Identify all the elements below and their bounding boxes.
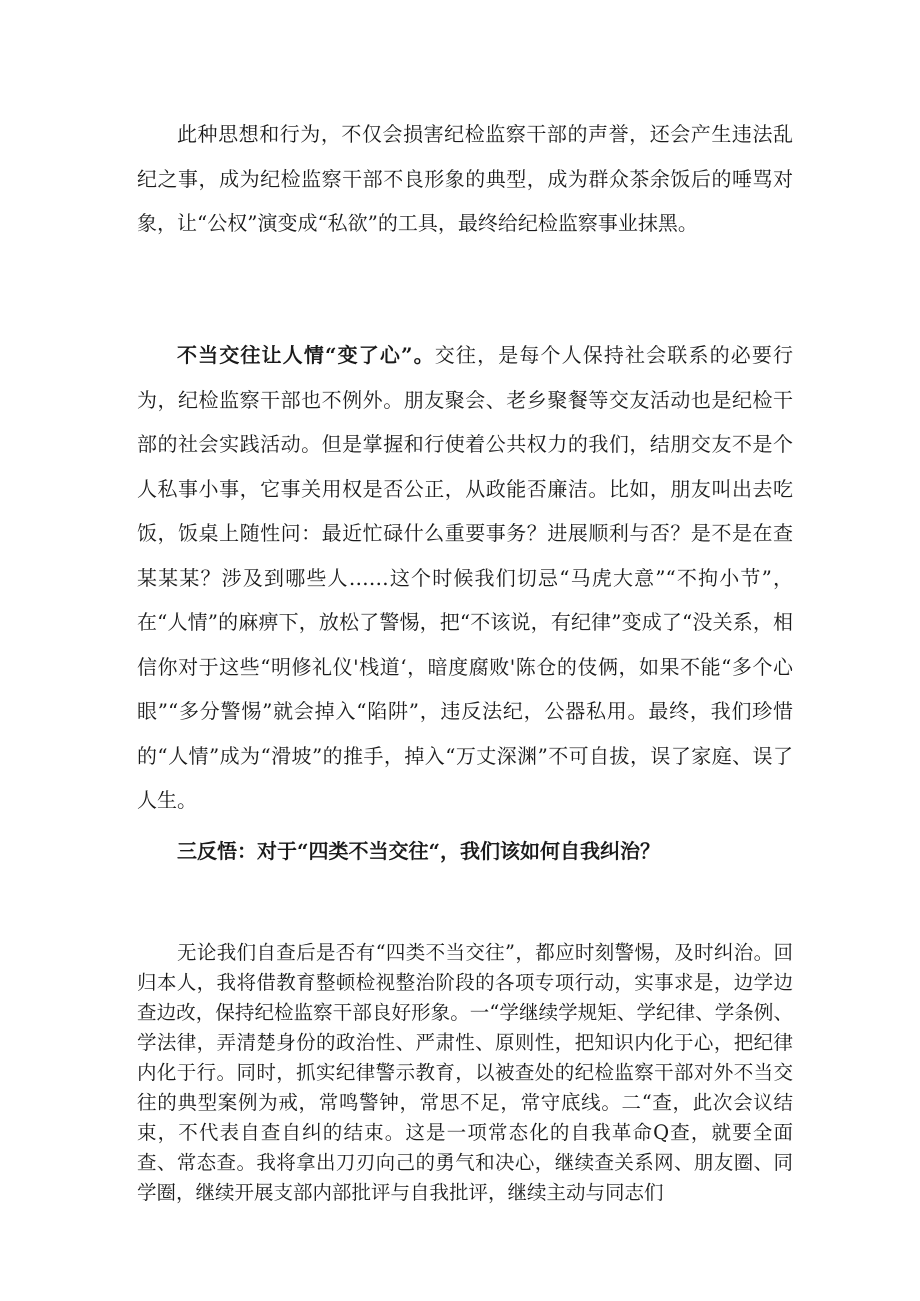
paragraph-2-lead: 不当交往让人情“变了心”。 [177,343,435,367]
paragraph-2 [137,333,793,823]
paragraph-1: 此种思想和行为，不仅会损害纪检监察干部的声誉，还会产生违法乱纪之事，成为纪检监察干部不良形象的典型，成为群众茶余饭后的唾骂对象，让“公权”演变成“私欲”的工具，最终给纪检监察事业抹黑。 [137,122,793,235]
paragraph-2-body: 交往，是每个人保持社会联系的必要行为，纪检监察干部也不例外。朋友聚会、老乡聚餐等交友活动也是纪检干部的社会实践活动。但是掌握和行使着公共权力的我们，结朋交友不是个人私事小事，它事关用权是否公正，从政能否廉洁。比如，朋友叫出去吃饭，饭桌上随性问：最近忙碌什么重要事务？进展顺利与否？是不是在查某某某？涉及到哪些人……这个时候我们切忌“马虎大意”“不拘小节”，在“人情”的麻痹下，放松了警惕，把“不该说，有纪律”变成了“没关系，相信你对于这些“明修礼仪'栈道‘，暗度腐败'陈仓的伎俩，如果不能“多个心眼”“多分警惕”就会掉入“陷阱”，违反法纪，公器私用。最终，我们珍惜的“人情”成为“滑坡”的推手，掉入“万丈深渊”不可自拔，误了家庭、误了人生。 [137,343,793,812]
section-heading-3: 三反悟：对于“四类不当交往“，我们该如何自我纠治？ [177,839,661,863]
paragraph-3: 无论我们自查后是否有“四类不当交往”，都应时刻警惕，及时纠治。回归本人，我将借教育整顿检视整治阶段的各项专项行动，实事求是，边学边查边改，保持纪检监察干部良好形象。一“学继续学规矩、学纪律、学条例、学法律，弄清楚身份的政治性、严肃性、原则性，把知识内化于心，把纪律内化于行。同时，抓实纪律警示教育，以被查处的纪检监察干部对外不当交往的典型案例为戒，常鸣警钟，常思不足，常守底线。二“查，此次会议结束，不代表自查自纠的结束。这是一项常态化的自我革命Q查，就要全面查、常态查。我将拿出刀刃向己的勇气和决心，继续查关系网、朋友圈、同学圈，继续开展支部内部批评与自我批评，继续主动与同志们 [137,941,793,1204]
